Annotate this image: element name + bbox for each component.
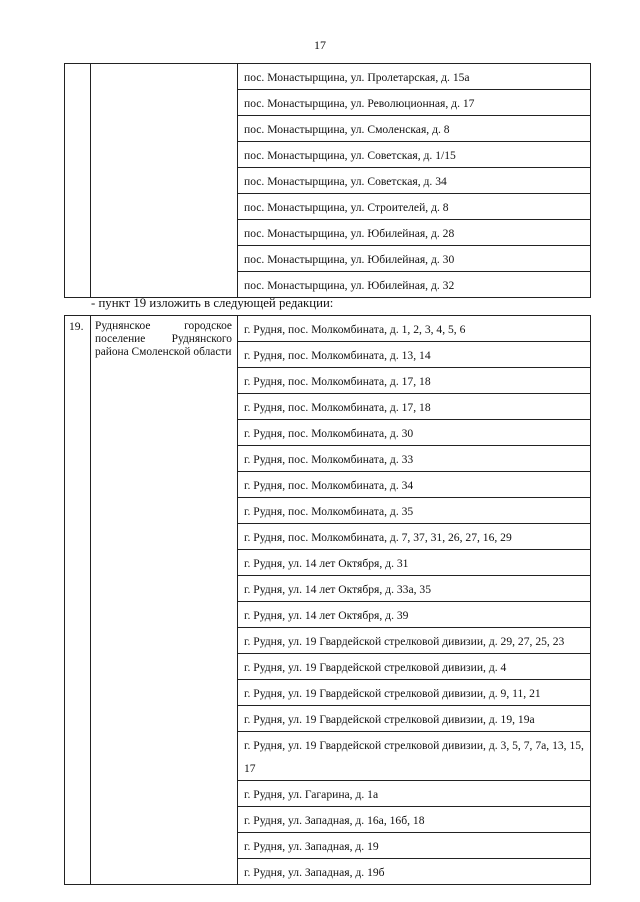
- address-cell: г. Рудня, пос. Молкомбината, д. 13, 14: [238, 342, 591, 368]
- amendment-instruction: - пункт 19 изложить в следующей редакции:: [91, 296, 334, 310]
- table-row: [65, 64, 591, 90]
- address-cell: г. Рудня, ул. Гагарина, д. 1а: [238, 781, 591, 807]
- address-cell: г. Рудня, ул. 14 лет Октября, д. 31: [238, 550, 591, 576]
- address-cell: пос. Монастырщина, ул. Юбилейная, д. 32: [238, 272, 591, 298]
- address-cell: г. Рудня, ул. 19 Гвардейской стрелковой дивизии, д. 29, 27, 25, 23: [238, 628, 591, 654]
- address-cell: пос. Монастырщина, ул. Юбилейная, д. 30: [238, 246, 591, 272]
- address-cell: г. Рудня, пос. Молкомбината, д. 33: [238, 446, 591, 472]
- address-cell: пос. Монастырщина, ул. Советская, д. 1/15: [238, 142, 591, 168]
- municipality-cell: [91, 64, 238, 298]
- address-cell: г. Рудня, ул. 19 Гвардейской стрелковой дивизии, д. 19, 19а: [238, 706, 591, 732]
- address-cell: г. Рудня, пос. Молкомбината, д. 17, 18: [238, 368, 591, 394]
- address-cell: г. Рудня, пос. Молкомбината, д. 30: [238, 420, 591, 446]
- address-cell: г. Рудня, ул. Западная, д. 16а, 16б, 18: [238, 807, 591, 833]
- item-number-cell: 19.: [65, 316, 91, 885]
- address-cell: г. Рудня, пос. Молкомбината, д. 7, 37, 31, 26, 27, 16, 29: [238, 524, 591, 550]
- address-cell: г. Рудня, ул. 19 Гвардейской стрелковой дивизии, д. 4: [238, 654, 591, 680]
- address-cell: пос. Монастырщина, ул. Смоленская, д. 8: [238, 116, 591, 142]
- address-cell: г. Рудня, ул. Западная, д. 19б: [238, 859, 591, 885]
- address-cell: г. Рудня, ул. Западная, д. 19: [238, 833, 591, 859]
- address-cell: г. Рудня, пос. Молкомбината, д. 17, 18: [238, 394, 591, 420]
- address-cell: пос. Монастырщина, ул. Советская, д. 34: [238, 168, 591, 194]
- table-row: [65, 316, 591, 342]
- address-cell: г. Рудня, ул. 19 Гвардейской стрелковой дивизии, д. 9, 11, 21: [238, 680, 591, 706]
- address-cell: г. Рудня, пос. Молкомбината, д. 34: [238, 472, 591, 498]
- address-cell: г. Рудня, ул. 14 лет Октября, д. 33а, 35: [238, 576, 591, 602]
- address-cell: пос. Монастырщина, ул. Пролетарская, д. 15а: [238, 64, 591, 90]
- address-cell: г. Рудня, пос. Молкомбината, д. 35: [238, 498, 591, 524]
- address-table-continued: [64, 63, 591, 298]
- address-cell: г. Рудня, пос. Молкомбината, д. 1, 2, 3, 4, 5, 6: [238, 316, 591, 342]
- address-cell: г. Рудня, ул. 14 лет Октября, д. 39: [238, 602, 591, 628]
- page-number: 17: [314, 38, 326, 52]
- address-cell: пос. Монастырщина, ул. Строителей, д. 8: [238, 194, 591, 220]
- address-cell: пос. Монастырщина, ул. Революционная, д. 17: [238, 90, 591, 116]
- number-cell: [65, 64, 91, 298]
- address-cell: г. Рудня, ул. 19 Гвардейской стрелковой дивизии, д. 3, 5, 7, 7а, 13, 15, 17: [238, 732, 591, 781]
- municipality-cell: Руднянское городское поселение Руднянского района Смоленской области: [91, 316, 238, 885]
- address-cell: пос. Монастырщина, ул. Юбилейная, д. 28: [238, 220, 591, 246]
- address-table-item-19: [64, 315, 591, 885]
